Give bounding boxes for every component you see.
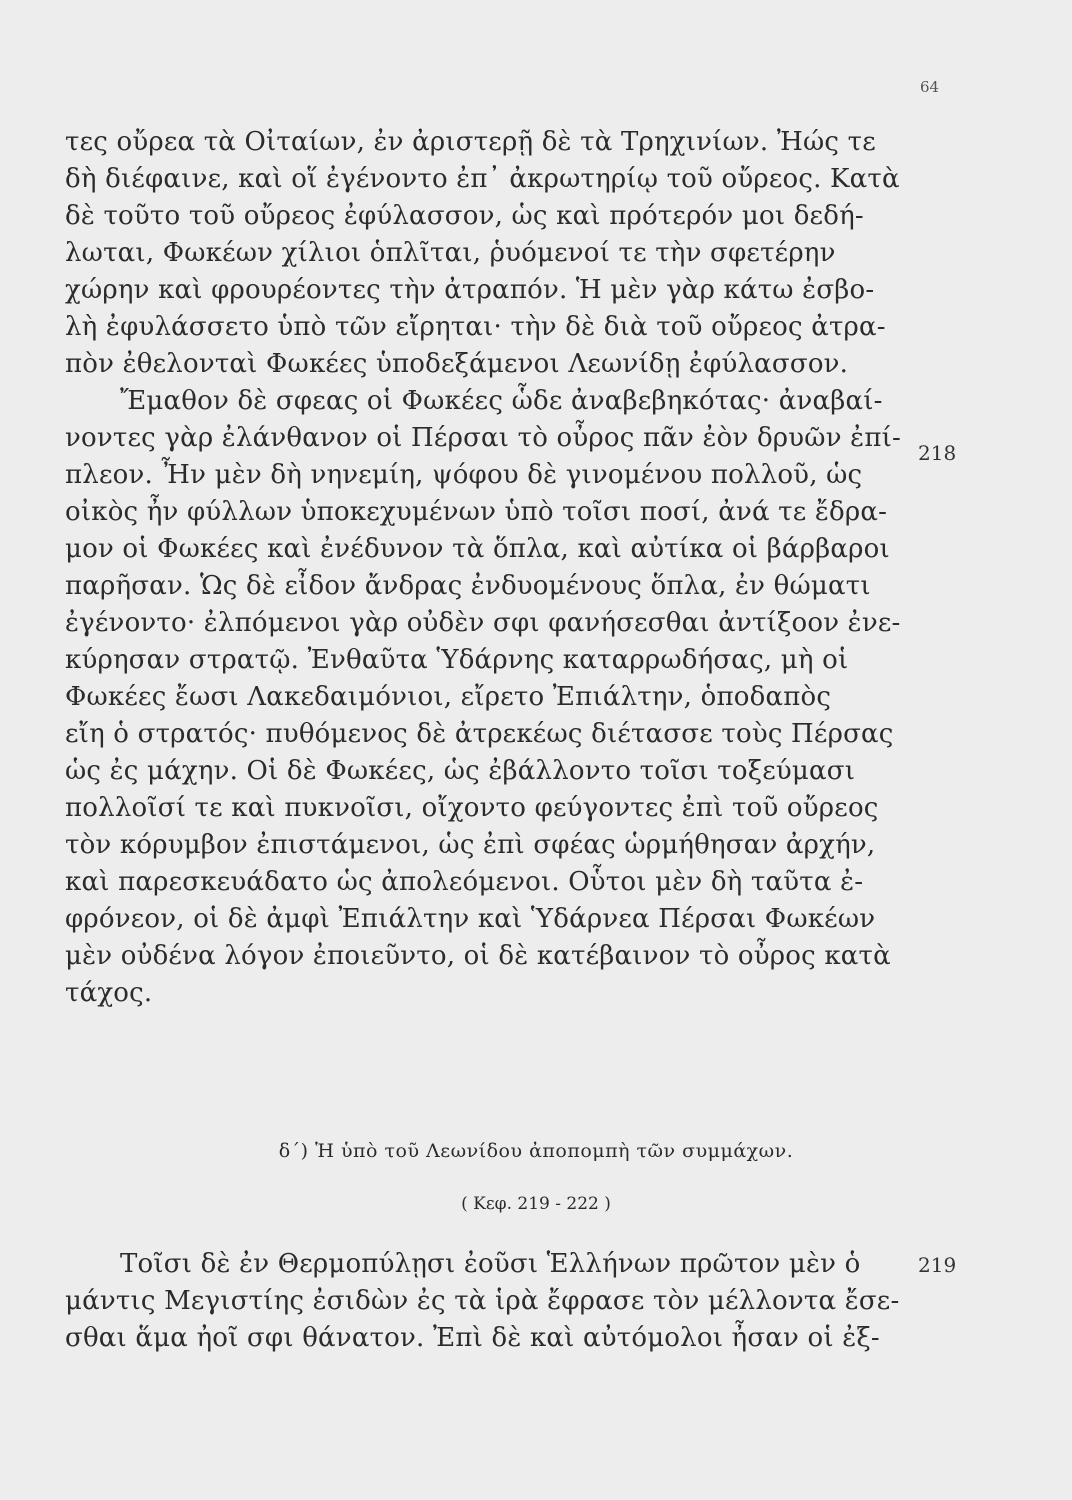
text-line: οἰκὸς ἦν φύλλων ὑποκεχυμένων ὑπὸ τοῖσι ποσί, ἀνά τε ἔδρα- <box>65 497 888 527</box>
paragraph-218 <box>65 383 910 1012</box>
text-line: δὲ τοῦτο τοῦ οὔρεος ἐφύλασσον, ὡς καὶ πρότερόν μοι δεδή- <box>65 201 864 231</box>
text-line: πὸν ἐθελονταὶ Φωκέες ὑποδεξάμενοι Λεωνίδῃ ἐφύλασσον. <box>65 349 849 379</box>
main-text <box>65 124 910 1012</box>
text-line: φρόνεον, οἱ δὲ ἀμφὶ Ἐπιάλτην καὶ Ὑδάρνεα Πέρσαι Φωκέων <box>65 904 876 934</box>
text-line: μον οἱ Φωκέες καὶ ἐνέδυνον τὰ ὅπλα, καὶ αὐτίκα οἱ βάρβαροι <box>65 534 890 564</box>
text-line: μὲν οὐδένα λόγον ἐποιεῦντο, οἱ δὲ κατέβαινον τὸ οὖρος κατὰ <box>65 941 891 971</box>
text-line: Ἔμαθον δὲ σφεας οἱ Φωκέες ὧδε ἀναβεβηκότας· ἀναβαί- <box>120 386 883 416</box>
text-line: τες οὔρεα τὰ Οἰταίων, ἐν ἀριστερῇ δὲ τὰ Τρηχινίων. Ἠώς τε <box>65 127 876 157</box>
paragraph-219 <box>65 1246 910 1357</box>
text-line: παρῆσαν. Ὡς δὲ εἶδον ἄνδρας ἐνδυομένους ὅπλα, ἐν θώματι <box>65 571 871 601</box>
text-line: καὶ παρεσκευάδατο ὡς ἀπολεόμενοι. Οὗτοι μὲν δὴ ταῦτα ἐ- <box>65 867 864 897</box>
text-line: τάχος. <box>65 978 153 1008</box>
section-subheading: ( Κεφ. 219 - 222 ) <box>461 1194 611 1214</box>
text-line: Τοῖσι δὲ ἐν Θερμοπύλῃσι ἐοῦσι Ἑλλήνων πρῶτον μὲν ὁ <box>120 1249 861 1279</box>
text-line: πολλοῖσί τε καὶ πυκνοῖσι, οἴχοντο φεύγοντες ἐπὶ τοῦ οὔρεος <box>65 793 879 823</box>
text-line: λὴ ἐφυλάσσετο ὑπὸ τῶν εἴρηται· τὴν δὲ διὰ τοῦ οὔρεος ἀτρα- <box>65 312 886 342</box>
text-line: κύρησαν στρατῷ. Ἐνθαῦτα Ὑδάρνης καταρρωδήσας, μὴ οἱ <box>65 645 849 675</box>
margin-chapter-number: 218 <box>918 441 957 465</box>
margin-chapter-number: 219 <box>918 1253 957 1277</box>
text-line: Φωκέες ἔωσι Λακεδαιμόνιοι, εἴρετο Ἐπιάλτην, ὁποδαπὸς <box>65 682 832 712</box>
text-line: εἴη ὁ στρατός· πυθόμενος δὲ ἀτρεκέως διέτασσε τοὺς Πέρσας <box>65 719 894 749</box>
paragraph-continued <box>65 124 910 383</box>
text-line: τὸν κόρυμβον ἐπιστάμενοι, ὡς ἐπὶ σφέας ὡρμήθησαν ἀρχήν, <box>65 830 876 860</box>
text-line: λωται, Φωκέων χίλιοι ὁπλῖται, ῥυόμενοί τε τὴν σφετέρην <box>65 238 836 268</box>
text-line: χώρην καὶ φρουρέοντες τὴν ἀτραπόν. Ἡ μὲν γὰρ κάτω ἐσβο- <box>65 275 875 305</box>
text-line: ἐγένοντο· ἐλπόμενοι γὰρ οὐδὲν σφι φανήσεσθαι ἀντίξοον ἐνε- <box>65 608 901 638</box>
text-line: ὡς ἐς μάχην. Οἱ δὲ Φωκέες, ὡς ἐβάλλοντο τοῖσι τοξεύμασι <box>65 756 856 786</box>
text-line: σθαι ἅμα ἠοῖ σφι θάνατον. Ἐπὶ δὲ καὶ αὐτόμολοι ἦσαν οἱ ἐξ- <box>65 1323 880 1353</box>
page-number: 64 <box>920 78 940 96</box>
text-line: νοντες γὰρ ἐλάνθανον οἱ Πέρσαι τὸ οὖρος πᾶν ἐὸν δρυῶν ἐπί- <box>65 423 901 453</box>
text-line: πλεον. Ἦν μὲν δὴ νηνεμίη, ψόφου δὲ γινομένου πολλοῦ, ὡς <box>65 460 863 490</box>
text-line: δὴ διέφαινε, καὶ οἵ ἐγένοντο ἐπ᾿ ἀκρωτηρίῳ τοῦ οὔρεος. Κατὰ <box>65 164 900 194</box>
section-heading: δ΄) Ἡ ὑπὸ τοῦ Λεωνίδου ἀποπομπὴ τῶν συμμάχων. <box>278 1140 794 1162</box>
text-line: μάντις Μεγιστίης ἐσιδὼν ἐς τὰ ἱρὰ ἔφρασε τὸν μέλλοντα ἔσε- <box>65 1286 900 1316</box>
